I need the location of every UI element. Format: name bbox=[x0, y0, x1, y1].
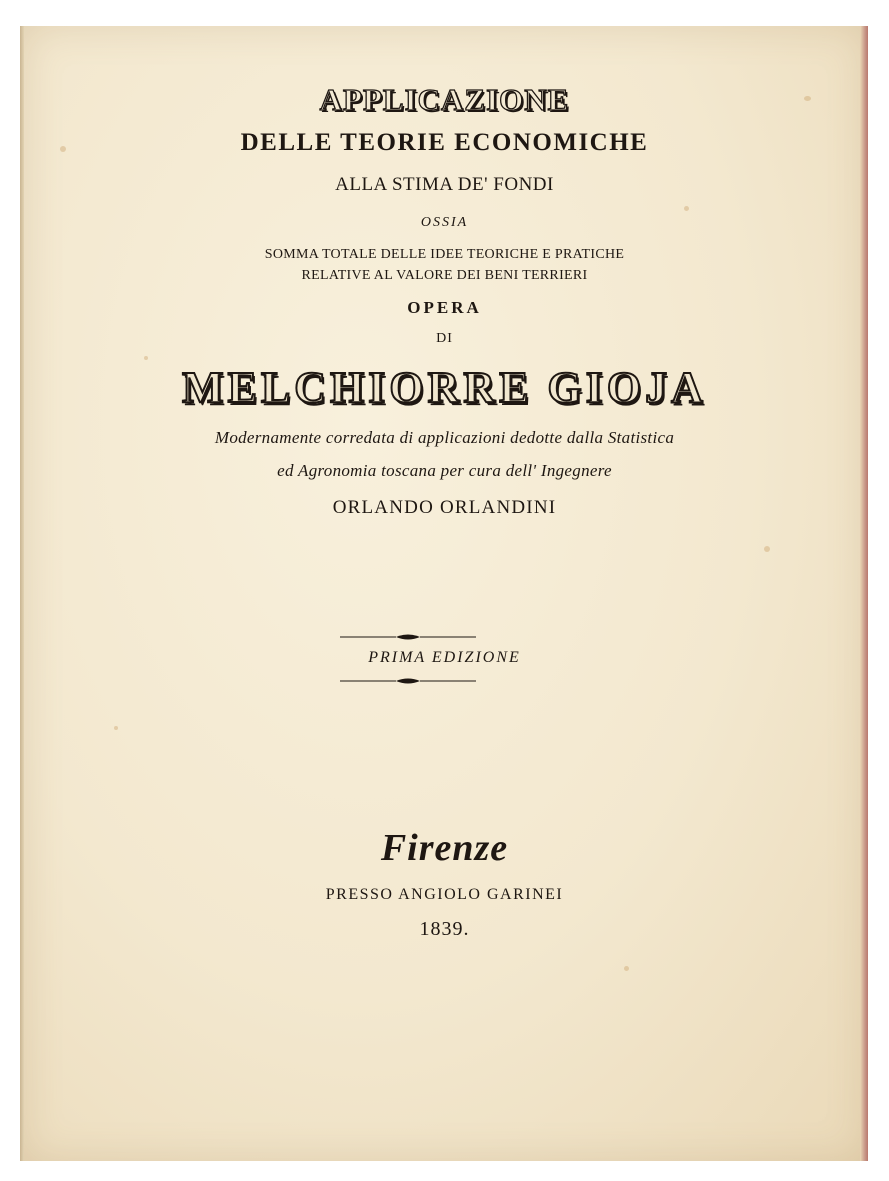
note-line-2: ed Agronomia toscana per cura dell' Ingegnere bbox=[277, 461, 612, 480]
book-subtitle-2: ALLA STIMA DE' FONDI bbox=[335, 174, 554, 195]
title-page bbox=[24, 26, 866, 1161]
connector-text: OSSIA bbox=[420, 215, 469, 230]
work-label: OPERA bbox=[407, 298, 482, 317]
page-right-edge bbox=[860, 26, 868, 1161]
note-line-1: Modernamente corredata di applicazioni dedotte dalla Statistica bbox=[214, 428, 675, 447]
publication-year: 1839. bbox=[419, 918, 470, 940]
foxing-spot bbox=[624, 966, 629, 971]
foxing-spot bbox=[144, 356, 148, 360]
editor-name: ORLANDO ORLANDINI bbox=[332, 497, 557, 518]
foxing-spot bbox=[114, 726, 118, 730]
book-title: APPLICAZIONE bbox=[319, 82, 570, 117]
ornamental-rule-top bbox=[338, 632, 478, 642]
foxing-spot bbox=[684, 206, 689, 211]
book-subtitle: DELLE TEORIE ECONOMICHE bbox=[240, 129, 649, 156]
by-label: DI bbox=[436, 331, 453, 346]
description-line-1: SOMMA TOTALE DELLE IDEE TEORICHE E PRATICHE bbox=[264, 247, 625, 262]
author-name: MELCHIORRE GIOJA bbox=[182, 363, 707, 412]
edition-label: PRIMA EDIZIONE bbox=[368, 649, 521, 666]
ornamental-rule-bottom bbox=[338, 676, 478, 686]
publisher-name: PRESSO ANGIOLO GARINEI bbox=[325, 886, 564, 903]
foxing-spot bbox=[764, 546, 770, 552]
description-line-2: RELATIVE AL VALORE DEI BENI TERRIERI bbox=[301, 268, 588, 283]
city-name: Firenze bbox=[380, 827, 509, 869]
